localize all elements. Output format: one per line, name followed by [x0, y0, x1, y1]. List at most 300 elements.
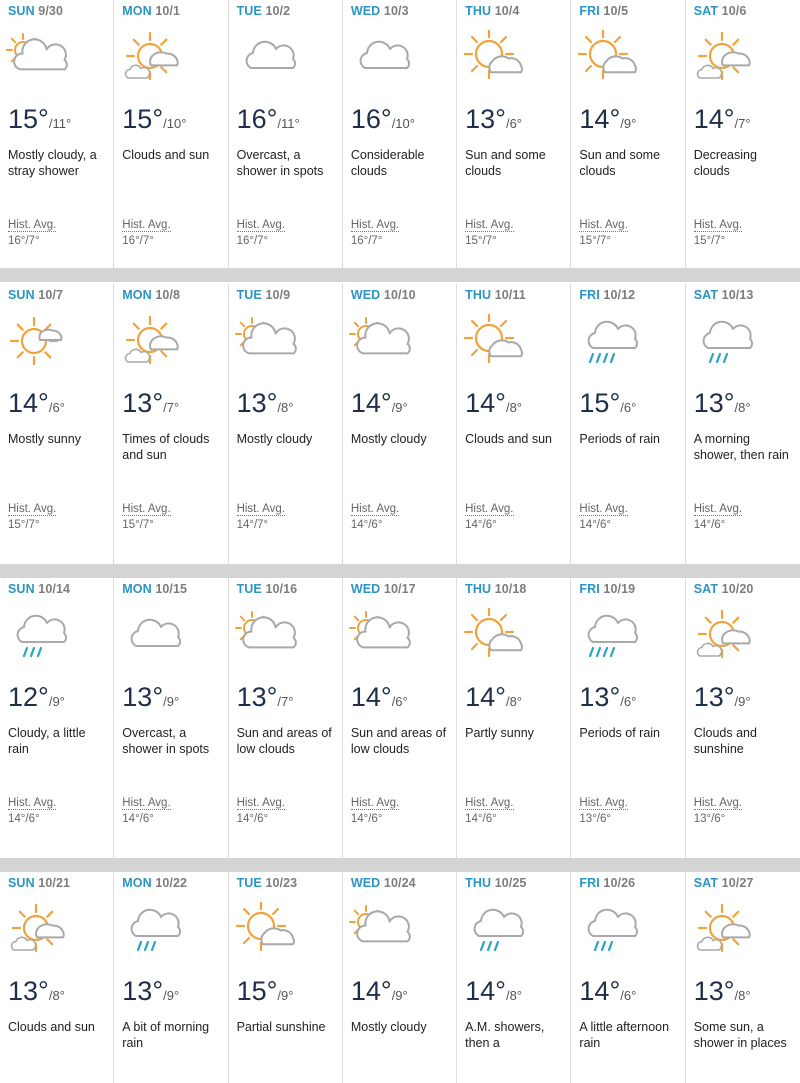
day-cell[interactable]	[343, 0, 457, 268]
day-of-week: TUE	[236, 582, 262, 596]
day-cell[interactable]	[229, 284, 343, 564]
sun-cloud-icon	[692, 30, 756, 88]
cloud-icon	[120, 608, 184, 666]
forecast-phrase: Overcast, a shower in spots	[236, 148, 324, 178]
high-temp: 14°	[693, 104, 735, 134]
mostly-cloudy-icon	[6, 30, 70, 88]
high-temp: 13°	[693, 682, 735, 712]
low-temp: /9°	[391, 988, 408, 1003]
low-temp: /10°	[391, 116, 415, 131]
high-temp: 16°	[350, 104, 392, 134]
hist-avg-value: 14°/6°	[579, 519, 611, 531]
day-date	[351, 4, 409, 18]
partly-sunny-icon	[463, 30, 527, 88]
low-temp: /9°	[391, 400, 408, 415]
high-temp: 14°	[579, 104, 621, 134]
day-date	[579, 876, 635, 890]
day-cell[interactable]	[343, 578, 457, 858]
temperatures	[237, 104, 300, 135]
day-of-week: THU	[465, 288, 492, 302]
historical-average	[237, 501, 285, 533]
hist-avg-label: Hist. Avg.	[693, 797, 743, 809]
date-label: 10/24	[383, 876, 416, 890]
high-temp: 13°	[465, 104, 506, 134]
high-temp: 16°	[236, 104, 278, 134]
temperatures	[694, 388, 751, 419]
day-date	[122, 288, 180, 302]
high-temp: 13°	[236, 388, 278, 418]
low-temp: /9°	[48, 694, 65, 709]
high-temp: 13°	[8, 976, 49, 1006]
day-cell[interactable]	[686, 872, 800, 1083]
day-date	[122, 876, 187, 890]
hist-avg-value: 15°/7°	[465, 235, 497, 247]
high-temp: 13°	[579, 682, 621, 712]
temperatures	[8, 104, 71, 135]
temperatures	[351, 682, 408, 713]
forecast-phrase: Periods of rain	[579, 726, 661, 740]
hist-avg-label: Hist. Avg.	[236, 797, 285, 809]
hist-avg-value: 16°/7°	[122, 235, 154, 247]
temperatures	[8, 976, 65, 1007]
historical-average	[237, 217, 285, 249]
hist-avg-label: Hist. Avg.	[122, 797, 171, 809]
day-of-week: FRI	[579, 4, 600, 18]
date-label: 10/21	[38, 876, 71, 890]
day-of-week: SAT	[693, 288, 719, 302]
date-label: 10/22	[155, 876, 188, 890]
day-date	[8, 876, 70, 890]
forecast-phrase: A morning shower, then rain	[693, 432, 789, 462]
low-temp: /6°	[620, 400, 637, 415]
forecast-phrase: Clouds and sun	[122, 148, 210, 162]
date-label: 10/14	[38, 582, 71, 596]
date-label: 9/30	[38, 4, 64, 18]
forecast-phrase: Sun and some clouds	[465, 148, 546, 178]
sun-cloud-icon	[6, 902, 70, 960]
high-temp: 14°	[350, 388, 392, 418]
day-cell[interactable]	[114, 872, 228, 1083]
low-temp: /6°	[620, 694, 637, 709]
date-label: 10/11	[494, 288, 526, 302]
historical-average	[465, 501, 513, 533]
high-temp: 14°	[465, 976, 506, 1006]
historical-average	[122, 501, 170, 533]
day-cell[interactable]	[686, 284, 800, 564]
hist-avg-label: Hist. Avg.	[693, 503, 743, 515]
day-cell[interactable]	[571, 578, 685, 858]
low-temp: /8°	[505, 400, 523, 415]
day-cell[interactable]	[229, 578, 343, 858]
historical-average	[122, 795, 170, 827]
date-label: 10/2	[265, 4, 291, 18]
hist-avg-label: Hist. Avg.	[350, 503, 400, 515]
hist-avg-value: 16°/7°	[8, 235, 40, 247]
hist-avg-label: Hist. Avg.	[8, 797, 57, 809]
low-temp: /8°	[277, 400, 294, 415]
day-date	[351, 288, 416, 302]
mostly-cloudy-icon	[235, 608, 299, 666]
day-cell[interactable]	[114, 0, 228, 268]
mostly-sunny-icon	[6, 314, 70, 372]
temperatures	[8, 388, 65, 419]
day-date	[8, 4, 63, 18]
day-date	[694, 4, 747, 18]
temperatures	[694, 976, 751, 1007]
date-label: 10/1	[155, 4, 181, 18]
date-label: 10/15	[155, 582, 188, 596]
historical-average	[579, 795, 627, 827]
low-temp: /9°	[620, 116, 637, 131]
day-cell[interactable]	[686, 0, 800, 268]
day-of-week: WED	[350, 582, 381, 596]
hist-avg-value: 13°/6°	[579, 813, 611, 825]
day-of-week: TUE	[236, 4, 262, 18]
high-temp: 13°	[693, 388, 735, 418]
day-cell[interactable]	[114, 284, 228, 564]
day-cell[interactable]	[114, 578, 228, 858]
hist-avg-value: 15°/7°	[579, 235, 611, 247]
low-temp: /11°	[48, 116, 72, 131]
historical-average	[579, 501, 627, 533]
low-temp: /11°	[277, 116, 300, 131]
sun-cloud-icon	[120, 30, 184, 88]
shower-icon	[463, 902, 527, 960]
hist-avg-value: 14°/6°	[236, 813, 269, 825]
partly-sunny-icon	[463, 608, 527, 666]
mostly-cloudy-icon	[349, 314, 413, 372]
day-cell[interactable]	[0, 0, 114, 268]
low-temp: /8°	[505, 988, 523, 1003]
day-of-week: FRI	[579, 288, 600, 302]
date-label: 10/18	[494, 582, 527, 596]
temperatures	[579, 388, 636, 419]
date-label: 10/5	[603, 4, 629, 18]
day-cell[interactable]	[0, 872, 114, 1083]
date-label: 10/19	[603, 582, 636, 596]
date-label: 10/23	[265, 876, 298, 890]
hist-avg-label: Hist. Avg.	[236, 503, 285, 515]
temperatures	[122, 976, 179, 1007]
high-temp: 14°	[465, 682, 506, 712]
week-separator	[0, 564, 800, 578]
day-date	[694, 876, 754, 890]
hist-avg-label: Hist. Avg.	[122, 503, 171, 515]
date-label: 10/8	[155, 288, 181, 302]
temperatures	[122, 682, 179, 713]
day-date	[237, 876, 298, 890]
day-of-week: THU	[465, 876, 492, 890]
forecast-phrase: Sun and areas of low clouds	[236, 726, 332, 756]
hist-avg-value: 15°/7°	[8, 519, 40, 531]
rain-icon	[577, 314, 641, 372]
date-label: 10/13	[721, 288, 754, 302]
day-of-week: MON	[122, 288, 152, 302]
forecast-phrase: Clouds and sun	[465, 432, 552, 446]
low-temp: /7°	[163, 400, 180, 415]
day-of-week: WED	[350, 876, 381, 890]
day-of-week: SUN	[8, 582, 35, 596]
sun-cloud-icon	[692, 608, 756, 666]
day-of-week: MON	[122, 876, 152, 890]
high-temp: 14°	[350, 682, 392, 712]
hist-avg-value: 16°/7°	[236, 235, 269, 247]
temperatures	[237, 388, 294, 419]
date-label: 10/9	[265, 288, 291, 302]
hist-avg-label: Hist. Avg.	[350, 797, 400, 809]
temperatures	[122, 388, 179, 419]
date-label: 10/7	[38, 288, 64, 302]
day-cell[interactable]	[457, 872, 571, 1083]
day-cell[interactable]	[457, 284, 571, 564]
high-temp: 12°	[8, 682, 49, 712]
hist-avg-label: Hist. Avg.	[579, 797, 628, 809]
day-cell[interactable]	[571, 872, 685, 1083]
day-of-week: WED	[350, 288, 381, 302]
day-date	[579, 288, 635, 302]
hist-avg-value: 15°/7°	[122, 519, 154, 531]
day-of-week: SUN	[8, 4, 35, 18]
day-cell[interactable]	[0, 284, 114, 564]
day-of-week: MON	[122, 582, 152, 596]
forecast-phrase: Clouds and sunshine	[693, 726, 757, 756]
high-temp: 14°	[465, 388, 506, 418]
historical-average	[694, 217, 742, 249]
day-of-week: SAT	[693, 876, 719, 890]
partly-sunny-icon	[577, 30, 641, 88]
forecast-phrase: A bit of morning rain	[122, 1020, 210, 1050]
day-date	[694, 288, 754, 302]
sun-cloud-icon	[692, 902, 756, 960]
forecast-phrase: Mostly sunny	[8, 432, 81, 446]
day-date	[122, 4, 180, 18]
day-date	[694, 582, 754, 596]
hist-avg-value: 14°/6°	[693, 519, 726, 531]
day-cell[interactable]	[686, 578, 800, 858]
week-row	[0, 0, 800, 268]
shower-icon	[577, 902, 641, 960]
day-of-week: SAT	[693, 582, 719, 596]
date-label: 10/27	[721, 876, 754, 890]
temperatures	[8, 682, 65, 713]
hist-avg-label: Hist. Avg.	[579, 219, 628, 231]
historical-average	[237, 795, 285, 827]
hist-avg-label: Hist. Avg.	[350, 219, 400, 231]
forecast-phrase: Periods of rain	[579, 432, 661, 446]
day-date	[237, 582, 298, 596]
forecast-phrase: Partial sunshine	[236, 1020, 326, 1034]
low-temp: /7°	[734, 116, 751, 131]
hist-avg-value: 13°/6°	[693, 813, 726, 825]
shower-icon	[6, 608, 70, 666]
high-temp: 15°	[579, 388, 621, 418]
date-label: 10/10	[383, 288, 416, 302]
hist-avg-label: Hist. Avg.	[8, 503, 57, 515]
day-date	[237, 4, 291, 18]
temperatures	[579, 104, 636, 135]
historical-average	[8, 795, 56, 827]
hist-avg-value: 14°/6°	[350, 519, 383, 531]
day-cell[interactable]	[571, 0, 685, 268]
forecast-phrase: Cloudy, a little rain	[8, 726, 86, 756]
temperatures	[465, 388, 522, 419]
high-temp: 13°	[122, 682, 164, 712]
hist-avg-label: Hist. Avg.	[579, 503, 628, 515]
temperatures	[694, 104, 751, 135]
day-date	[237, 288, 291, 302]
day-date	[351, 582, 416, 596]
historical-average	[351, 501, 399, 533]
hist-avg-value: 15°/7°	[693, 235, 726, 247]
hist-avg-label: Hist. Avg.	[465, 219, 514, 231]
date-label: 10/6	[721, 4, 747, 18]
day-cell[interactable]	[343, 284, 457, 564]
date-label: 10/4	[494, 4, 520, 18]
hist-avg-value: 14°/6°	[8, 813, 40, 825]
historical-average	[122, 217, 170, 249]
forecast-phrase: Sun and some clouds	[579, 148, 661, 178]
historical-average	[351, 795, 399, 827]
high-temp: 13°	[236, 682, 278, 712]
forecast-phrase: A little afternoon rain	[579, 1020, 670, 1050]
day-of-week: TUE	[236, 288, 262, 302]
day-of-week: SAT	[693, 4, 719, 18]
temperatures	[465, 104, 522, 135]
high-temp: 13°	[122, 976, 164, 1006]
historical-average	[8, 217, 56, 249]
day-date	[465, 288, 526, 302]
low-temp: /9°	[277, 988, 294, 1003]
historical-average	[351, 217, 399, 249]
hist-avg-label: Hist. Avg.	[465, 797, 514, 809]
day-of-week: WED	[350, 4, 381, 18]
low-temp: /9°	[163, 988, 180, 1003]
week-row	[0, 578, 800, 858]
low-temp: /10°	[163, 116, 187, 131]
forecast-phrase: Times of clouds and sun	[122, 432, 210, 462]
forecast-phrase: Overcast, a shower in spots	[122, 726, 210, 756]
temperatures	[351, 388, 408, 419]
hist-avg-label: Hist. Avg.	[693, 219, 743, 231]
day-cell[interactable]	[457, 0, 571, 268]
date-label: 10/17	[383, 582, 416, 596]
temperatures	[351, 104, 415, 135]
high-temp: 15°	[122, 104, 164, 134]
high-temp: 15°	[236, 976, 278, 1006]
day-date	[465, 876, 526, 890]
historical-average	[465, 795, 513, 827]
mostly-cloudy-icon	[235, 314, 299, 372]
mostly-cloudy-icon	[349, 902, 413, 960]
cloud-icon	[349, 30, 413, 88]
mostly-cloudy-icon	[349, 608, 413, 666]
date-label: 10/16	[265, 582, 298, 596]
day-cell[interactable]	[229, 872, 343, 1083]
day-of-week: FRI	[579, 582, 600, 596]
day-date	[465, 4, 519, 18]
week-separator	[0, 858, 800, 872]
day-of-week: SUN	[8, 288, 35, 302]
hist-avg-value: 14°/6°	[350, 813, 383, 825]
low-temp: /6°	[48, 400, 65, 415]
high-temp: 13°	[693, 976, 735, 1006]
forecast-phrase: Clouds and sun	[8, 1020, 95, 1034]
low-temp: /8°	[505, 694, 523, 709]
forecast-phrase: Decreasing clouds	[693, 148, 757, 178]
forecast-phrase: Mostly cloudy	[236, 432, 313, 446]
temperatures	[122, 104, 186, 135]
day-of-week: SUN	[8, 876, 35, 890]
historical-average	[8, 501, 56, 533]
low-temp: /9°	[163, 694, 180, 709]
forecast-phrase: Considerable clouds	[350, 148, 425, 178]
hist-avg-value: 16°/7°	[350, 235, 383, 247]
day-cell[interactable]	[343, 872, 457, 1083]
day-date	[351, 876, 416, 890]
shower-icon	[692, 314, 756, 372]
date-label: 10/3	[383, 4, 409, 18]
cloud-icon	[235, 30, 299, 88]
high-temp: 13°	[122, 388, 164, 418]
week-row	[0, 872, 800, 1083]
high-temp: 14°	[350, 976, 392, 1006]
hist-avg-label: Hist. Avg.	[236, 219, 285, 231]
temperatures	[465, 976, 522, 1007]
low-temp: /6°	[620, 988, 637, 1003]
day-cell[interactable]	[457, 578, 571, 858]
day-of-week: FRI	[579, 876, 600, 890]
temperatures	[694, 682, 751, 713]
day-date	[465, 582, 526, 596]
hist-avg-label: Hist. Avg.	[465, 503, 514, 515]
hist-avg-value: 14°/6°	[122, 813, 154, 825]
day-date	[579, 582, 635, 596]
temperatures	[465, 682, 522, 713]
temperatures	[351, 976, 408, 1007]
hist-avg-value: 14°/7°	[236, 519, 269, 531]
shower-icon	[120, 902, 184, 960]
hist-avg-label: Hist. Avg.	[122, 219, 171, 231]
hist-avg-value: 14°/6°	[465, 519, 497, 531]
forecast-phrase: Mostly cloudy	[350, 432, 427, 446]
rain-icon	[577, 608, 641, 666]
hist-avg-label: Hist. Avg.	[8, 219, 57, 231]
forecast-phrase: Mostly cloudy, a stray shower	[8, 148, 97, 178]
low-temp: /9°	[734, 694, 751, 709]
high-temp: 14°	[579, 976, 621, 1006]
historical-average	[694, 795, 742, 827]
week-separator	[0, 268, 800, 282]
day-of-week: THU	[465, 582, 492, 596]
day-cell[interactable]	[571, 284, 685, 564]
partly-sunny-icon	[235, 902, 299, 960]
temperatures	[579, 682, 636, 713]
forecast-phrase: Partly sunny	[465, 726, 534, 740]
low-temp: /8°	[48, 988, 65, 1003]
day-cell[interactable]	[229, 0, 343, 268]
day-date	[8, 582, 70, 596]
day-of-week: THU	[465, 4, 492, 18]
sun-cloud-icon	[120, 314, 184, 372]
low-temp: /8°	[734, 988, 751, 1003]
day-cell[interactable]	[0, 578, 114, 858]
high-temp: 15°	[8, 104, 49, 134]
low-temp: /6°	[391, 694, 408, 709]
high-temp: 14°	[8, 388, 49, 418]
date-label: 10/25	[494, 876, 527, 890]
week-row	[0, 284, 800, 564]
historical-average	[579, 217, 627, 249]
